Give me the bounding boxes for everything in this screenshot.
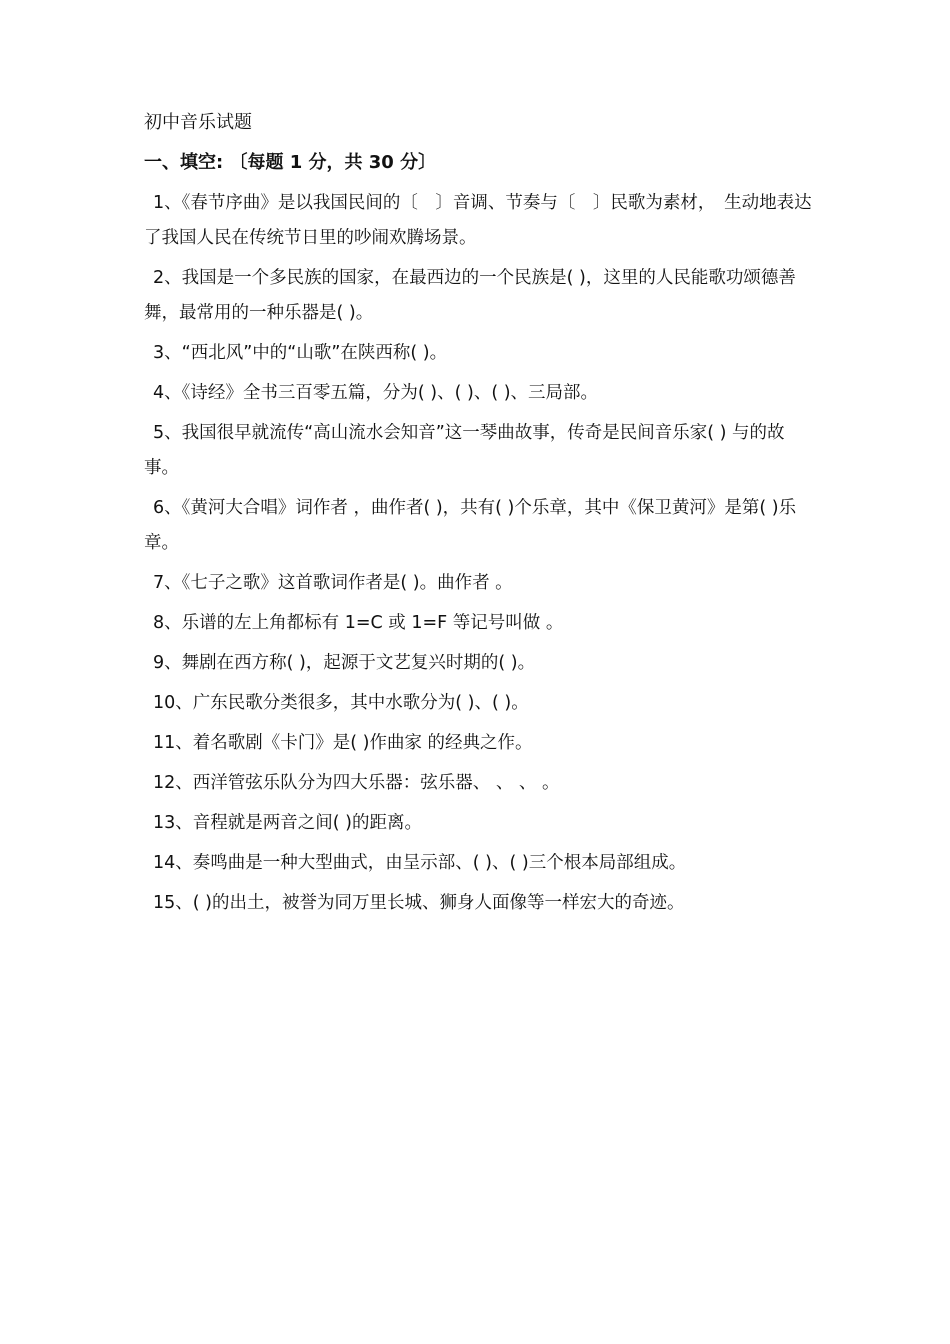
question-list (144, 186, 814, 921)
question-13: 13、音程就是两音之间( )的距离。 (153, 813, 422, 833)
question-5: 5、我国很早就流传“高山流水会知音”这一琴曲故事，传奇是民间音乐家( ) 与的故事。 (144, 423, 785, 478)
question-1: 1、《春节序曲》是以我国民间的〔 〕音调、节奏与〔 〕民歌为素材， 生动地表达了我国人民在传统节日里的吵闹欢腾场景。 (144, 193, 812, 248)
question-9: 9、舞剧在西方称( )，起源于文艺复兴时期的( )。 (153, 653, 536, 673)
document-title: 初中音乐试题 (144, 112, 252, 133)
question-8: 8、乐谱的左上角都标有 1=C 或 1=F 等记号叫做 。 (153, 613, 564, 633)
question-11: 11、着名歌剧《卡门》是( )作曲家 的经典之作。 (153, 733, 533, 753)
question-4: 4、《诗经》全书三百零五篇，分为( )、( )、( )、三局部。 (153, 383, 599, 403)
question-6: 6、《黄河大合唱》词作者 ，曲作者( )，共有( )个乐章，其中《保卫黄河》是第( )乐章。 (144, 498, 797, 553)
question-7: 7、《七子之歌》这首歌词作者是( )。曲作者 。 (153, 573, 513, 593)
question-14: 14、奏鸣曲是一种大型曲式，由呈示部、( )、( )三个根本局部组成。 (153, 853, 687, 873)
question-2: 2、我国是一个多民族的国家，在最西边的一个民族是( )，这里的人民能歌功颂德善舞，最常用的一种乐器是( )。 (144, 268, 796, 323)
question-15: 15、( )的出土，被誉为同万里长城、狮身人面像等一样宏大的奇迹。 (153, 893, 685, 913)
question-3: 3、“西北风”中的“山歌”在陕西称( )。 (153, 343, 448, 363)
question-12: 12、西洋管弦乐队分为四大乐器：弦乐器、 、 、 。 (153, 773, 560, 793)
question-10: 10、广东民歌分类很多，其中水歌分为( )、( )。 (153, 693, 529, 713)
section-heading-fill-in-blank: 一、填空: 〔每题 1 分，共 30 分〕 (144, 152, 437, 173)
document-content (144, 108, 814, 926)
